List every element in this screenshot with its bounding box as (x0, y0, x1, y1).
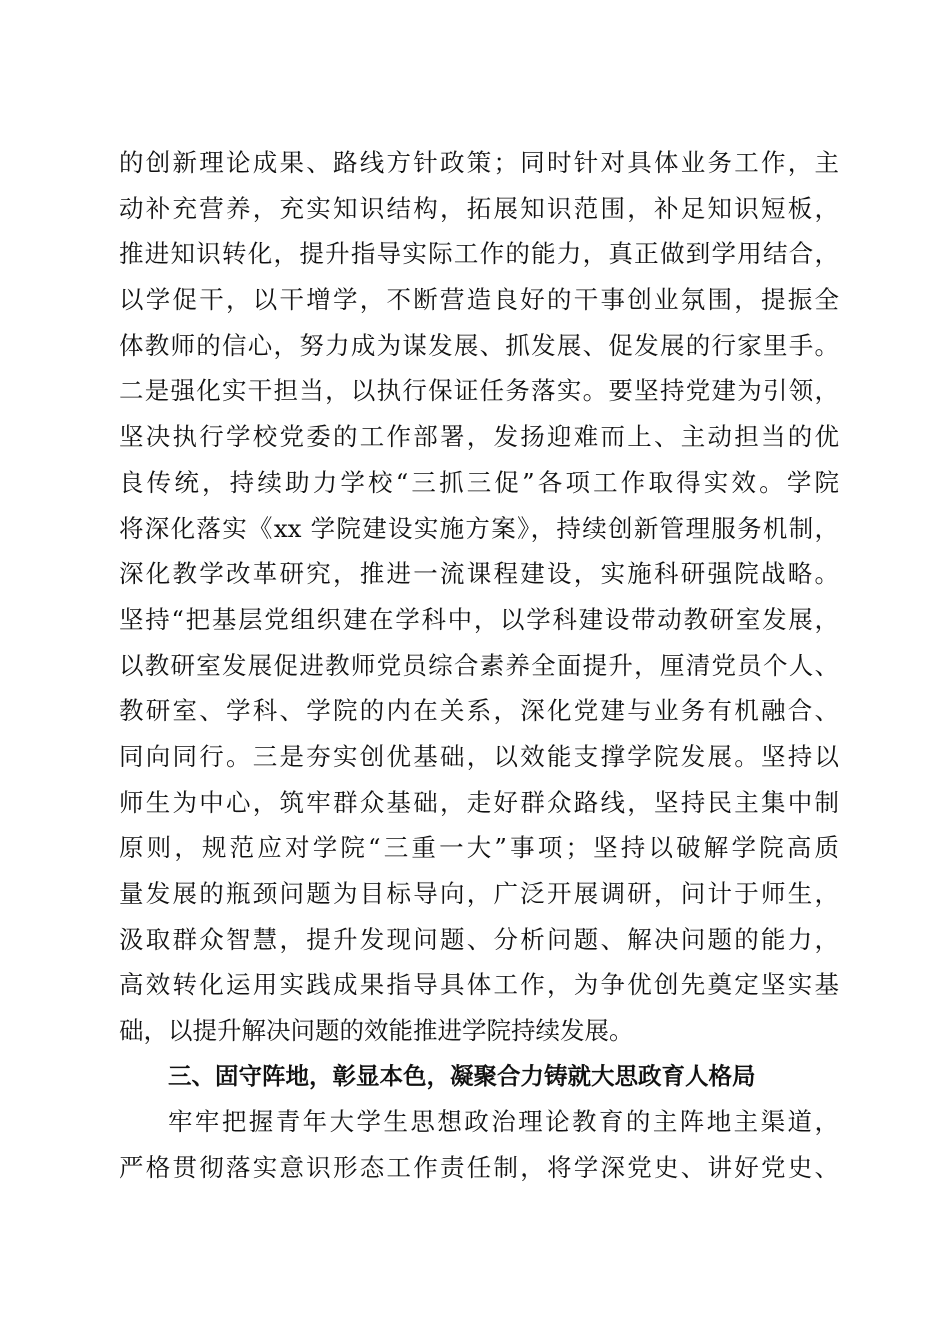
text-line-3: 推进知识转化，提升指导实际工作的能力，真正做到学用结合， (119, 239, 839, 269)
text-line-7: 坚决执行学校党委的工作部署，发扬迎难而上、主动担当的优 (119, 422, 839, 452)
section-heading: 三、固守阵地，彰显本色，凝聚合力铸就大思政育人格局 (168, 1061, 756, 1090)
text-line-21: 牢牢把握青年大学生思想政治理论教育的主阵地主渠道， (168, 1107, 839, 1137)
text-line-6: 二是强化实干担当，以执行保证任务落实。要坚持党建为引领， (119, 376, 839, 406)
text-line-13: 教研室、学科、学院的内在关系，深化党建与业务有机融合、 (119, 696, 839, 726)
text-line-2: 动补充营养，充实知识结构，拓展知识范围，补足知识短板， (119, 193, 839, 223)
text-line-20: 础，以提升解决问题的效能推进学院持续发展。 (119, 1016, 634, 1046)
text-line-4: 以学促干，以干增学，不断营造良好的干事创业氛围，提振全 (119, 285, 839, 315)
text-line-11: 坚持“把基层党组织建在学科中，以学科建设带动教研室发展， (119, 604, 839, 634)
text-line-8: 良传统，持续助力学校“三抓三促”各项工作取得实效。学院 (119, 467, 839, 497)
text-line-14: 同向同行。三是夯实创优基础，以效能支撑学院发展。坚持以 (119, 741, 839, 771)
text-line-15: 师生为中心，筑牢群众基础，走好群众路线，坚持民主集中制 (119, 787, 839, 817)
text-line-22: 严格贯彻落实意识形态工作责任制，将学深党史、讲好党史、 (119, 1153, 839, 1183)
text-line-16: 原则，规范应对学院“三重一大”事项；坚持以破解学院高质 (119, 833, 839, 863)
text-line-1: 的创新理论成果、路线方针政策；同时针对具体业务工作，主 (119, 148, 839, 177)
text-line-5: 体教师的信心，努力成为谋发展、抓发展、促发展的行家里手。 (119, 330, 839, 360)
text-line-17: 量发展的瓶颈问题为目标导向，广泛开展调研，问计于师生， (119, 879, 839, 908)
body-text (119, 140, 839, 1191)
text-line-10: 深化教学改革研究，推进一流课程建设，实施科研强院战略。 (119, 559, 839, 589)
text-line-18: 汲取群众智慧，提升发现问题、分析问题、解决问题的能力， (119, 924, 839, 954)
text-line-19: 高效转化运用实践成果指导具体工作，为争优创先奠定坚实基 (119, 970, 839, 1000)
text-line-12: 以教研室发展促进教师党员综合素养全面提升，厘清党员个人、 (119, 650, 839, 680)
text-line-9: 将深化落实《xx 学院建设实施方案》，持续创新管理服务机制， (119, 513, 839, 543)
